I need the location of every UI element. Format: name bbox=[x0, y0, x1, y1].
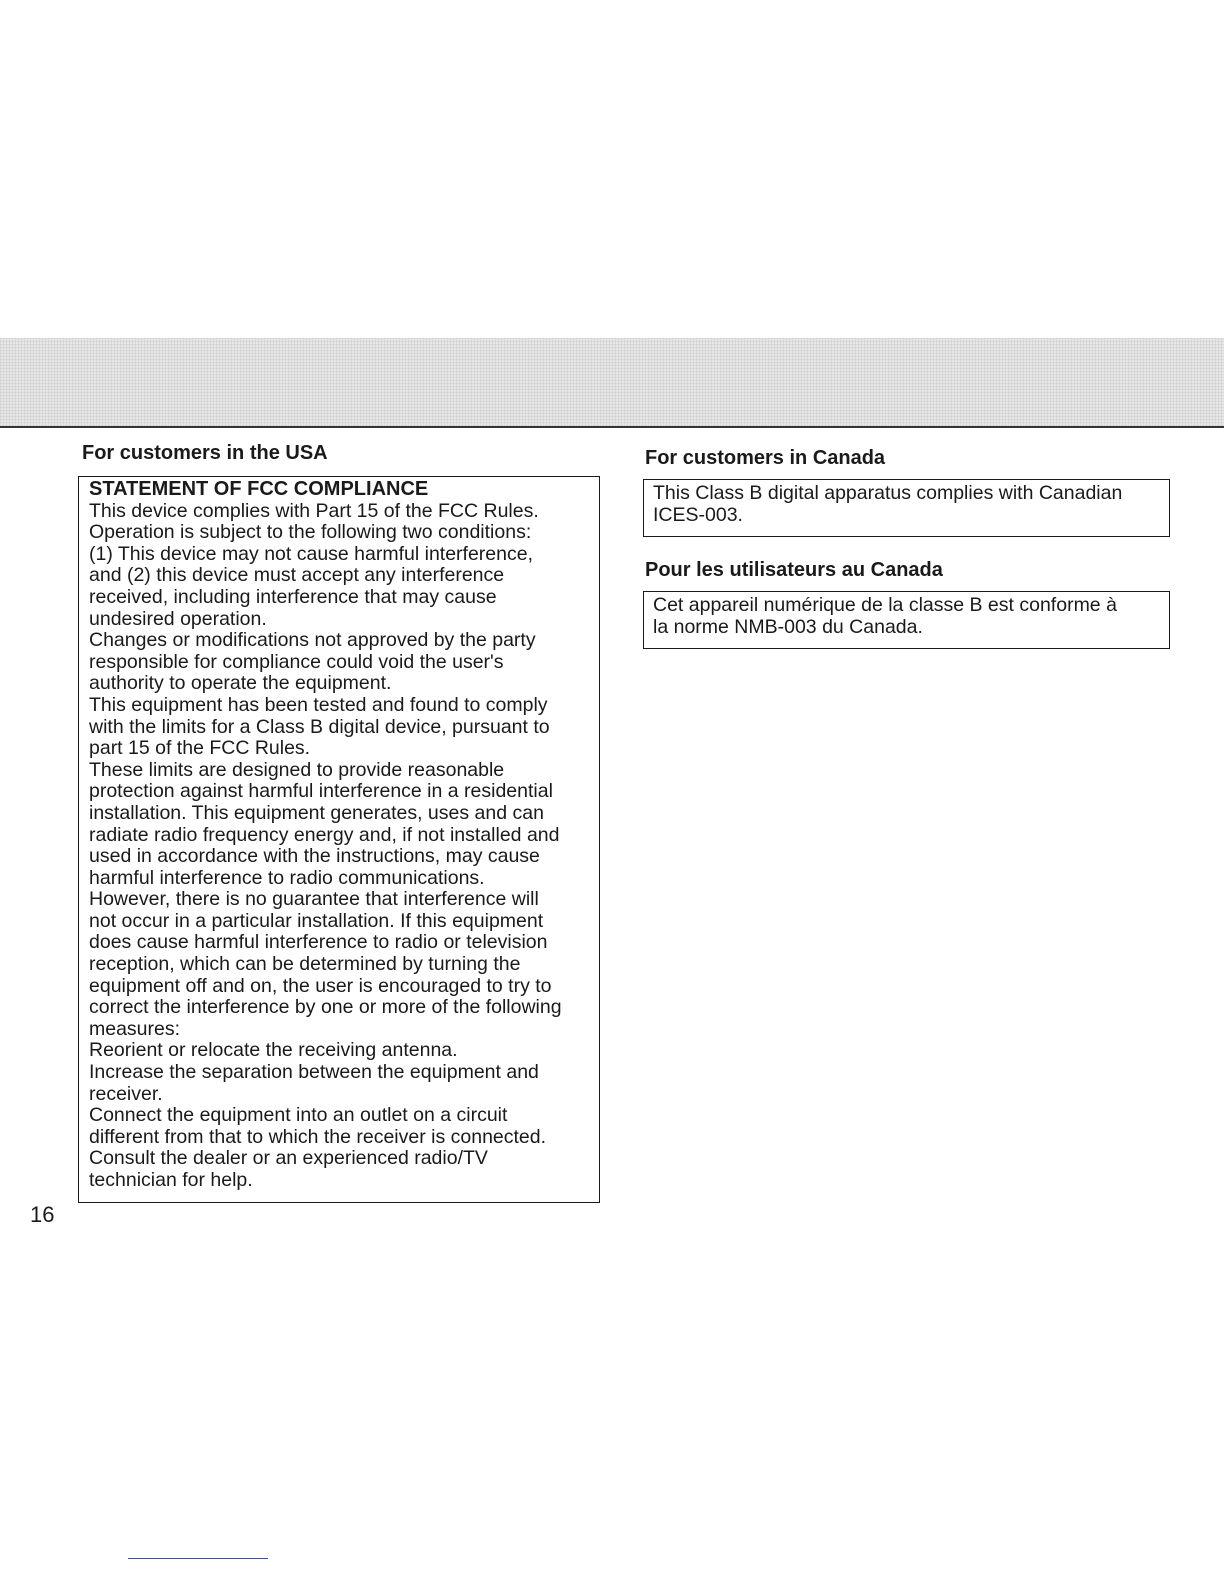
statement-line: authority to operate the equipment. bbox=[89, 672, 392, 695]
statement-line: used in accordance with the instructions, may cause bbox=[89, 845, 540, 868]
statement-line: ICES-003. bbox=[653, 503, 743, 526]
footer-rule bbox=[128, 1558, 268, 1559]
statement-line: correct the interference by one or more of the following bbox=[89, 996, 562, 1019]
statement-line: equipment off and on, the user is encouraged to try to bbox=[89, 974, 552, 997]
statement-line: different from that to which the receiver is connected. bbox=[89, 1125, 547, 1148]
page-number: 16 bbox=[30, 1202, 55, 1227]
fcc-statement-body bbox=[89, 501, 599, 1192]
canada-heading: For customers in Canada bbox=[645, 447, 886, 469]
statement-line: This device complies with Part 15 of the FCC Rules. bbox=[89, 499, 539, 522]
statement-line: harmful interference to radio communications. bbox=[89, 866, 485, 889]
canada-fr-heading: Pour les utilisateurs au Canada bbox=[645, 559, 943, 581]
header-band bbox=[0, 338, 1224, 428]
statement-line: This equipment has been tested and found to comply bbox=[89, 693, 548, 716]
statement-line: la norme NMB-003 du Canada. bbox=[653, 615, 923, 638]
fcc-compliance-box bbox=[78, 476, 600, 1203]
canada-box bbox=[643, 479, 1170, 537]
statement-line: and (2) this device must accept any interference bbox=[89, 564, 505, 587]
statement-line: This Class B digital apparatus complies with Canadian bbox=[653, 482, 1123, 504]
statement-line: protection against harmful interference in a residential bbox=[89, 780, 553, 803]
statement-line: However, there is no guarantee that interference will bbox=[89, 888, 539, 911]
statement-line: received, including interference that may cause bbox=[89, 585, 497, 608]
statement-line: These limits are designed to provide reasonable bbox=[89, 758, 505, 781]
statement-line: Consult the dealer or an experienced radio/TV bbox=[89, 1147, 488, 1170]
statement-line: reception, which can be determined by turning the bbox=[89, 953, 521, 976]
statement-line: Operation is subject to the following two conditions: bbox=[89, 521, 532, 544]
statement-line: installation. This equipment generates, uses and can bbox=[89, 801, 544, 824]
statement-line: Cet appareil numérique de la classe B est conforme à bbox=[653, 594, 1117, 616]
statement-line: Connect the equipment into an outlet on a circuit bbox=[89, 1104, 508, 1127]
statement-line: does cause harmful interference to radio or television bbox=[89, 931, 548, 954]
statement-line: responsible for compliance could void the user's bbox=[89, 650, 504, 673]
statement-line: radiate radio frequency energy and, if not installed and bbox=[89, 823, 560, 846]
fcc-statement-title: STATEMENT OF FCC COMPLIANCE bbox=[89, 478, 429, 500]
statement-line: with the limits for a Class B digital device, pursuant to bbox=[89, 715, 550, 738]
canada-fr-statement-body bbox=[653, 595, 1169, 638]
statement-line: not occur in a particular installation. If this equipment bbox=[89, 909, 544, 932]
statement-line: Increase the separation between the equipment and bbox=[89, 1061, 539, 1084]
statement-line: measures: bbox=[89, 1017, 181, 1040]
statement-line: part 15 of the FCC Rules. bbox=[89, 737, 311, 760]
statement-line: technician for help. bbox=[89, 1169, 253, 1191]
statement-line: undesired operation. bbox=[89, 607, 267, 630]
usa-heading: For customers in the USA bbox=[82, 442, 328, 464]
canada-fr-box bbox=[643, 591, 1170, 649]
canada-statement-body bbox=[653, 483, 1169, 526]
statement-line: receiver. bbox=[89, 1082, 163, 1105]
statement-line: Reorient or relocate the receiving antenna. bbox=[89, 1039, 458, 1062]
statement-line: Changes or modifications not approved by the party bbox=[89, 629, 536, 652]
statement-line: (1) This device may not cause harmful interference, bbox=[89, 542, 534, 565]
